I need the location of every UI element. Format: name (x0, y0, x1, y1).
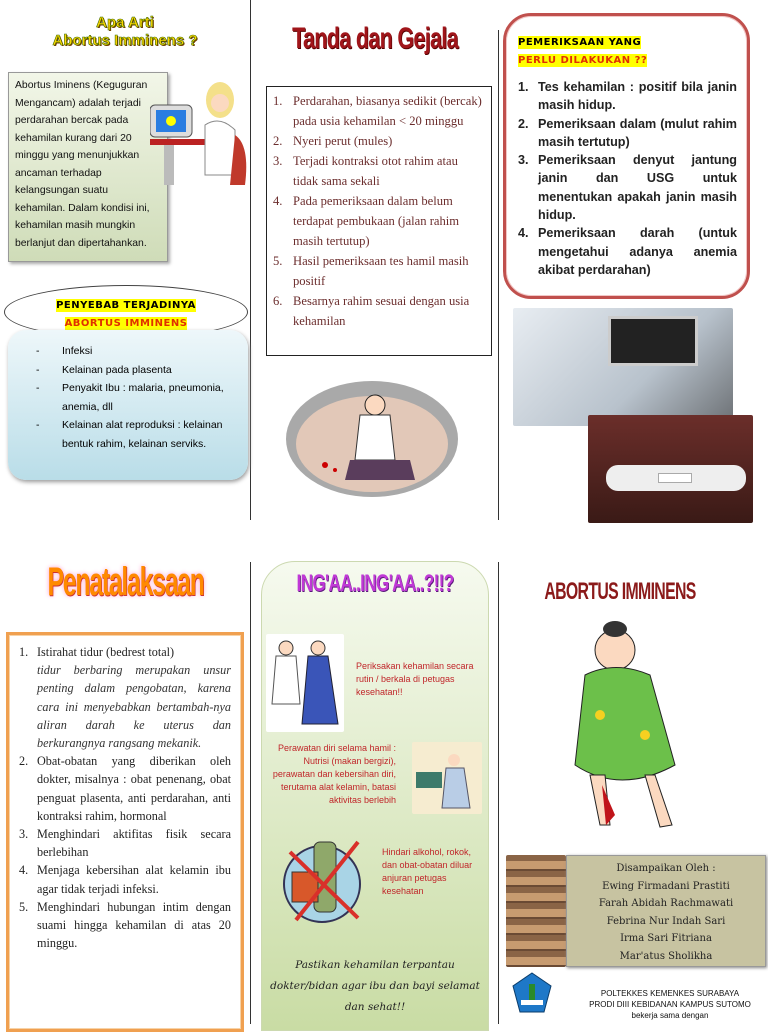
management-item (19, 825, 231, 861)
sign-item (273, 151, 485, 191)
item-number: 4. (273, 194, 283, 208)
ultrasound-photo (513, 308, 733, 426)
tip-self-care: Perawatan diri selama hamil : Nutrisi (makan bergizi), perawatan dan kebersihan diri, terutama alat kelamin, batasi aktivitas berlebih (272, 743, 396, 805)
causes-box (8, 330, 248, 480)
institution-line: POLTEKKES KEMENKES SURABAYA (600, 989, 740, 998)
institution-line: bekerja sama dengan (631, 1011, 709, 1020)
item-number: 3. (273, 154, 283, 168)
pregnancy-test-photo (588, 415, 753, 523)
item-number: 4. (19, 863, 29, 878)
item-number: 2. (518, 116, 529, 131)
heading-line: PERLU DILAKUKAN ?? (518, 55, 648, 66)
item-text: Menghindari aktifitas fisik secara berlebihan (37, 827, 231, 860)
cause-item: - Penyakit Ibu : malaria, pneumonia, anemia, dll (36, 379, 238, 416)
test-strip (606, 465, 746, 491)
reminder-title: ING'AA..ING'AA..?!!? (296, 570, 454, 597)
fold-divider (498, 562, 499, 1024)
credits-box (566, 855, 766, 967)
item-text: Perdarahan, biasanya sedikit (bercak) pada usia kehamilan < 20 minggu (293, 94, 482, 128)
item-text: Pemeriksaan denyut jantung janin dan USG untuk menentukan apakah janin masih hidup. (538, 153, 737, 223)
exam-item (518, 115, 737, 152)
definition-text: Abortus Iminens (Keguguran Mengancam) adalah terjadi perdarahan bercak pada kehamilan kurang dari 20 minggu yang menunjukkan ancaman terhadap kelangsungan suatu kehamilan. Dalam kondisi ini, kehamilan masih mungkin berlanjut dan dipertahankan. (15, 80, 150, 249)
signs-box (266, 86, 492, 356)
pregnant-woman-pain-illustration (560, 615, 690, 840)
sign-item (273, 191, 485, 251)
sign-item (273, 91, 485, 131)
no-alcohol-smoking-icon (272, 832, 372, 926)
item-number: 1. (19, 645, 29, 659)
item-number: 3. (518, 153, 529, 168)
stone-wall-image (506, 855, 566, 967)
signs-title: Tanda dan Gejala (292, 22, 458, 55)
exam-item (518, 78, 737, 115)
author-name: Irma Sari Fitriana (620, 933, 712, 944)
item-text: Besarnya rahim sesuai dengan usia kehamilan (293, 294, 470, 328)
item-number: 3. (19, 827, 29, 842)
management-box (6, 632, 244, 1032)
examination-box (503, 13, 750, 299)
item-number: 5. (273, 254, 283, 268)
management-item (19, 752, 231, 825)
item-text: Obat-obatan yang diberikan oleh dokter, misalnya : obat penenang, obat penguat plasenta, anti perdarahan, anti kontraksi rahim, hormonal (37, 754, 231, 823)
institution-line: PRODI DIII KEBIDANAN KAMPUS SUTOMO (589, 1000, 751, 1009)
item-number: 4. (518, 226, 529, 241)
title-line: Apa Arti (96, 14, 154, 31)
author-name: Mar'atus Sholikha (619, 950, 713, 962)
tip-checkup: Periksakan kehamilan secara rutin / berkala di petugas kesehatan!! (356, 661, 474, 697)
heading-line: PENYEBAB TERJADINYA (56, 300, 196, 311)
cause-item: - Kelainan pada plasenta (36, 361, 238, 380)
sign-item (273, 251, 485, 291)
exam-item (518, 224, 737, 279)
item-text: Pemeriksaan darah (untuk mengetahui adanya anemia akibat perdarahan) (538, 226, 737, 277)
heading-line: ABORTUS IMMINENS (64, 318, 188, 329)
item-number: 1. (273, 94, 283, 108)
item-text: Pemeriksaan dalam (mulut rahim masih tertutup) (538, 116, 737, 149)
fold-divider (250, 0, 251, 520)
item-text: Istirahat tidur (bedrest total) (37, 645, 175, 659)
cause-item: - Infeksi (36, 342, 238, 361)
cause-item: - Kelainan alat reproduksi : kelainan bentuk rahim, kelainan serviks. (36, 416, 238, 453)
heading-line: PEMERIKSAAN YANG (518, 37, 642, 48)
author-name: Febrina Nur Indah Sari (606, 915, 726, 927)
prenatal-checkup-illustration (266, 634, 344, 732)
sign-item (273, 131, 485, 151)
item-number: 2. (19, 754, 29, 769)
definition-title (0, 14, 250, 50)
fold-divider (498, 30, 499, 520)
nurse-computer-illustration (150, 75, 250, 195)
item-text: Menjaga kebersihan alat kelamin ibu agar tidak terjadi infeksi. (37, 863, 231, 896)
item-number: 2. (273, 134, 283, 148)
credits-heading: Disampaikan Oleh : (616, 863, 716, 874)
item-text: Menghindari hubungan intim dengan suami hingga kehamilan di atas 20 minggu. (37, 899, 231, 951)
item-number: 6. (273, 294, 283, 308)
item-note: tidur berbaring merupakan unsur penting dalam pengobatan, karena cara ini menyebabkan bertambah-nya aliran darah ke uterus dan berkurangnya rangsang mekanik. (37, 663, 231, 751)
management-item (19, 861, 231, 897)
author-name: Farah Abidah Rachmawati (598, 898, 734, 909)
cover-title: ABORTUS IMMINENS (544, 578, 696, 605)
item-text: Nyeri perut (mules) (293, 134, 393, 148)
title-line: Abortus Imminens ? (52, 32, 198, 49)
institution-text (570, 988, 768, 1021)
item-text: Pada pemeriksaan dalam belum terdapat pembukaan (jalan rahim masih tertutup) (293, 194, 460, 248)
management-item (19, 898, 231, 953)
item-number: 5. (19, 899, 29, 914)
management-title: Penatalaksaan (47, 560, 204, 604)
tip-avoid: Hindari alkohol, rokok, dan obat-obatan diluar anjuran petugas kesehatan (382, 847, 473, 896)
pregnant-woman-eating-illustration (412, 742, 482, 814)
fold-divider (250, 562, 251, 1024)
ultrasound-monitor (608, 316, 698, 366)
woman-bleeding-illustration (285, 380, 460, 498)
institution-logo (512, 972, 552, 1014)
management-item (19, 643, 231, 752)
author-name: Ewing Firmadani Prastiti (602, 880, 730, 892)
item-text: Terjadi kontraksi otot rahim atau tidak sama sekali (293, 154, 458, 188)
exam-item (518, 151, 737, 224)
definition-box (8, 72, 168, 262)
item-text: Tes kehamilan : positif bila janin masih hidup. (538, 80, 737, 113)
sign-item (273, 291, 485, 331)
item-text: Hasil pemeriksaan tes hamil masih positif (293, 254, 469, 288)
item-number: 1. (518, 80, 529, 94)
closing-message: Pastikan kehamilan terpantau dokter/bidan agar ibu dan bayi selamat dan sehat!! (270, 959, 480, 1013)
